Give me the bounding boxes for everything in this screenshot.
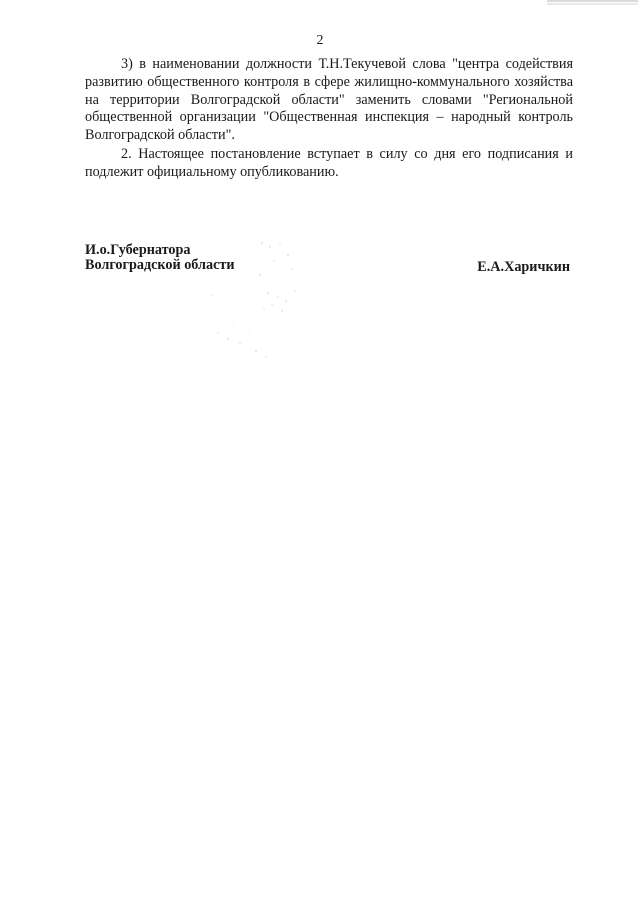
document-body (85, 56, 573, 182)
signatory-name: Е.А.Харичкин (477, 259, 570, 275)
paragraph-item-3-amendment: 3) в наименовании должности Т.Н.Текучевой слова "центра содействия развитию общественного контроля в сфере жилищно-коммунального хозяйства на территории Волгоградской области" заменить словами "Региональной общественной организации "Общественная инспекция – народный контроль Волгоградской области". (85, 56, 573, 144)
page-number: 2 (316, 33, 324, 48)
signatory-position (85, 243, 235, 273)
paragraph-entry-into-force: 2. Настоящее постановление вступает в силу со дня его подписания и подлежит официальному опубликованию. (85, 145, 573, 180)
signatory-region-line: Волгоградской области (85, 257, 235, 273)
scan-corner-mark (545, 0, 640, 6)
signatory-title-line: И.о.Губернатора (85, 242, 191, 258)
